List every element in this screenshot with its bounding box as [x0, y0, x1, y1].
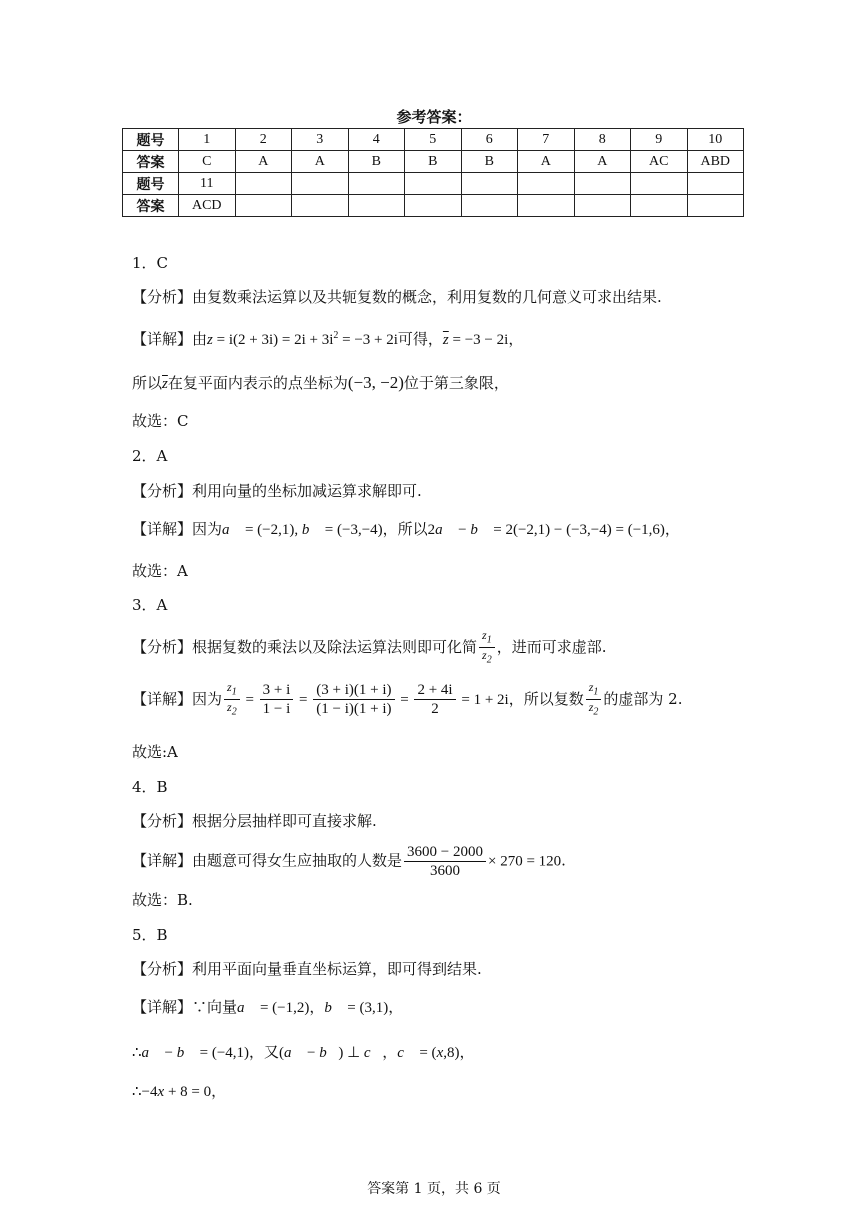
table-cell: 5 — [405, 129, 462, 151]
table-cell: A — [235, 151, 292, 173]
table-cell: 6 — [461, 129, 518, 151]
table-cell: 3 — [292, 129, 349, 151]
table-row — [123, 195, 744, 217]
q2-analysis: 【分析】利用向量的坐标加减运算求解即可. — [132, 482, 422, 500]
q1-detail: 【详解】由$z = i(2 + 3i) = 2i + 3i^2 = -3 + 2i$可得，$\overline{z} = -3 - 2i$， — [132, 330, 524, 348]
table-cell — [292, 195, 349, 217]
q4-analysis: 【分析】根据分层抽样即可直接求解. — [132, 812, 377, 830]
q1-point: (−3, −2) — [347, 373, 404, 392]
answer-table — [122, 128, 744, 217]
table-cell — [405, 173, 462, 195]
q3-choose: 故选:A — [132, 743, 178, 761]
row-header: 答案 — [123, 151, 179, 173]
row-header: 题号 — [123, 173, 179, 195]
table-cell: 9 — [631, 129, 688, 151]
table-cell: A — [292, 151, 349, 173]
table-cell: 1 — [179, 129, 236, 151]
q1-conjugate: $\overline{z} = -3 - 2i$ — [442, 332, 509, 348]
table-cell — [235, 173, 292, 195]
row-header: 题号 — [123, 129, 179, 151]
q3-analysis: 【分析】根据复数的乘法以及除法运算法则即可化简 $\frac{z_1}{z_2}$ ，进而可求虚部. — [132, 628, 607, 666]
table-cell: C — [179, 151, 236, 173]
table-cell — [631, 173, 688, 195]
table-cell — [461, 195, 518, 217]
table-cell: 10 — [687, 129, 744, 151]
table-cell — [574, 195, 631, 217]
page-title: 参考答案： — [396, 108, 472, 126]
q3-detail: 【详解】因为 $\frac{z_1}{z_2}$ = $\frac{3 + i}{1 - i}$ = $\frac{(3 + i)(1 + i)}{(1 - i)(1 + i)}$ = $\frac{2 + 4i}{2}$ = 1 + 2i，所以复数 $\frac{z_1}{z_2}$ 的虚部为 2. — [132, 680, 683, 718]
table-cell — [687, 195, 744, 217]
q1-formula: $z = i(2 + 3i) = 2i + 3i^2 = -3 + 2i$ — [207, 330, 398, 348]
table-cell — [405, 195, 462, 217]
q5-detail: 【详解】∵向量a⃗ = (−1,2)，b⃗ = (3,1)， — [132, 998, 404, 1016]
q1-heading: 1．C — [132, 254, 169, 272]
q4-heading: 4．B — [132, 778, 168, 796]
q5-line2: ∴a⃗ − b⃗ = (−4,1)，又(a⃗ − b⃗) ⊥ c⃗，c⃗ = (x,8)， — [132, 1043, 475, 1061]
q1-choose: 故选：C — [132, 412, 189, 430]
table-cell: ACD — [179, 195, 236, 217]
table-cell — [687, 173, 744, 195]
table-cell: B — [405, 151, 462, 173]
table-cell: B — [461, 151, 518, 173]
table-cell: 11 — [179, 173, 236, 195]
page-footer: 答案第 1 页，共 6 页 — [367, 1181, 501, 1197]
row-header: 答案 — [123, 195, 179, 217]
table-cell: 4 — [348, 129, 405, 151]
q1-line2: 所以$\overline{z}$在复平面内表示的点坐标为(−3, −2)位于第三象限， — [132, 373, 509, 392]
q2-detail: 【详解】因为a⃗ = (−2,1), b⃗ = (−3,−4)，所以2a⃗ − b⃗ = 2(−2,1) − (−3,−4) = (−1,6)， — [132, 520, 680, 538]
table-cell — [235, 195, 292, 217]
table-cell: B — [348, 151, 405, 173]
table-cell: 8 — [574, 129, 631, 151]
table-cell — [518, 195, 575, 217]
table-cell — [292, 173, 349, 195]
q4-detail: 【详解】由题意可得女生应抽取的人数是 $\frac{3600 - 2000}{3600}$ × 270 = 120. — [132, 844, 566, 879]
table-cell: AC — [631, 151, 688, 173]
q2-formula: 2a⃗ − b⃗ = 2(−2,1) − (−3,−4) = (−1,6) — [427, 522, 665, 538]
table-cell: 7 — [518, 129, 575, 151]
q1-analysis: 【分析】由复数乘法运算以及共轭复数的概念，利用复数的几何意义可求出结果. — [132, 288, 662, 306]
table-row — [123, 173, 744, 195]
q3-heading: 3．A — [132, 596, 168, 614]
table-row — [123, 151, 744, 173]
table-cell: ABD — [687, 151, 744, 173]
table-cell — [518, 173, 575, 195]
table-cell — [574, 173, 631, 195]
q5-analysis: 【分析】利用平面向量垂直坐标运算，即可得到结果. — [132, 960, 482, 978]
table-cell — [461, 173, 518, 195]
table-cell — [348, 195, 405, 217]
table-cell: A — [518, 151, 575, 173]
q2-vectors: a⃗ = (−2,1), b⃗ = (−3,−4) — [222, 522, 383, 538]
table-cell: A — [574, 151, 631, 173]
q5-line3: ∴−4x + 8 = 0， — [132, 1082, 227, 1100]
q4-choose: 故选：B. — [132, 891, 193, 909]
table-cell — [348, 173, 405, 195]
q2-heading: 2．A — [132, 447, 168, 465]
table-row — [123, 129, 744, 151]
table-cell: 2 — [235, 129, 292, 151]
q2-choose: 故选：A — [132, 562, 188, 580]
q5-heading: 5．B — [132, 926, 168, 944]
table-cell — [631, 195, 688, 217]
